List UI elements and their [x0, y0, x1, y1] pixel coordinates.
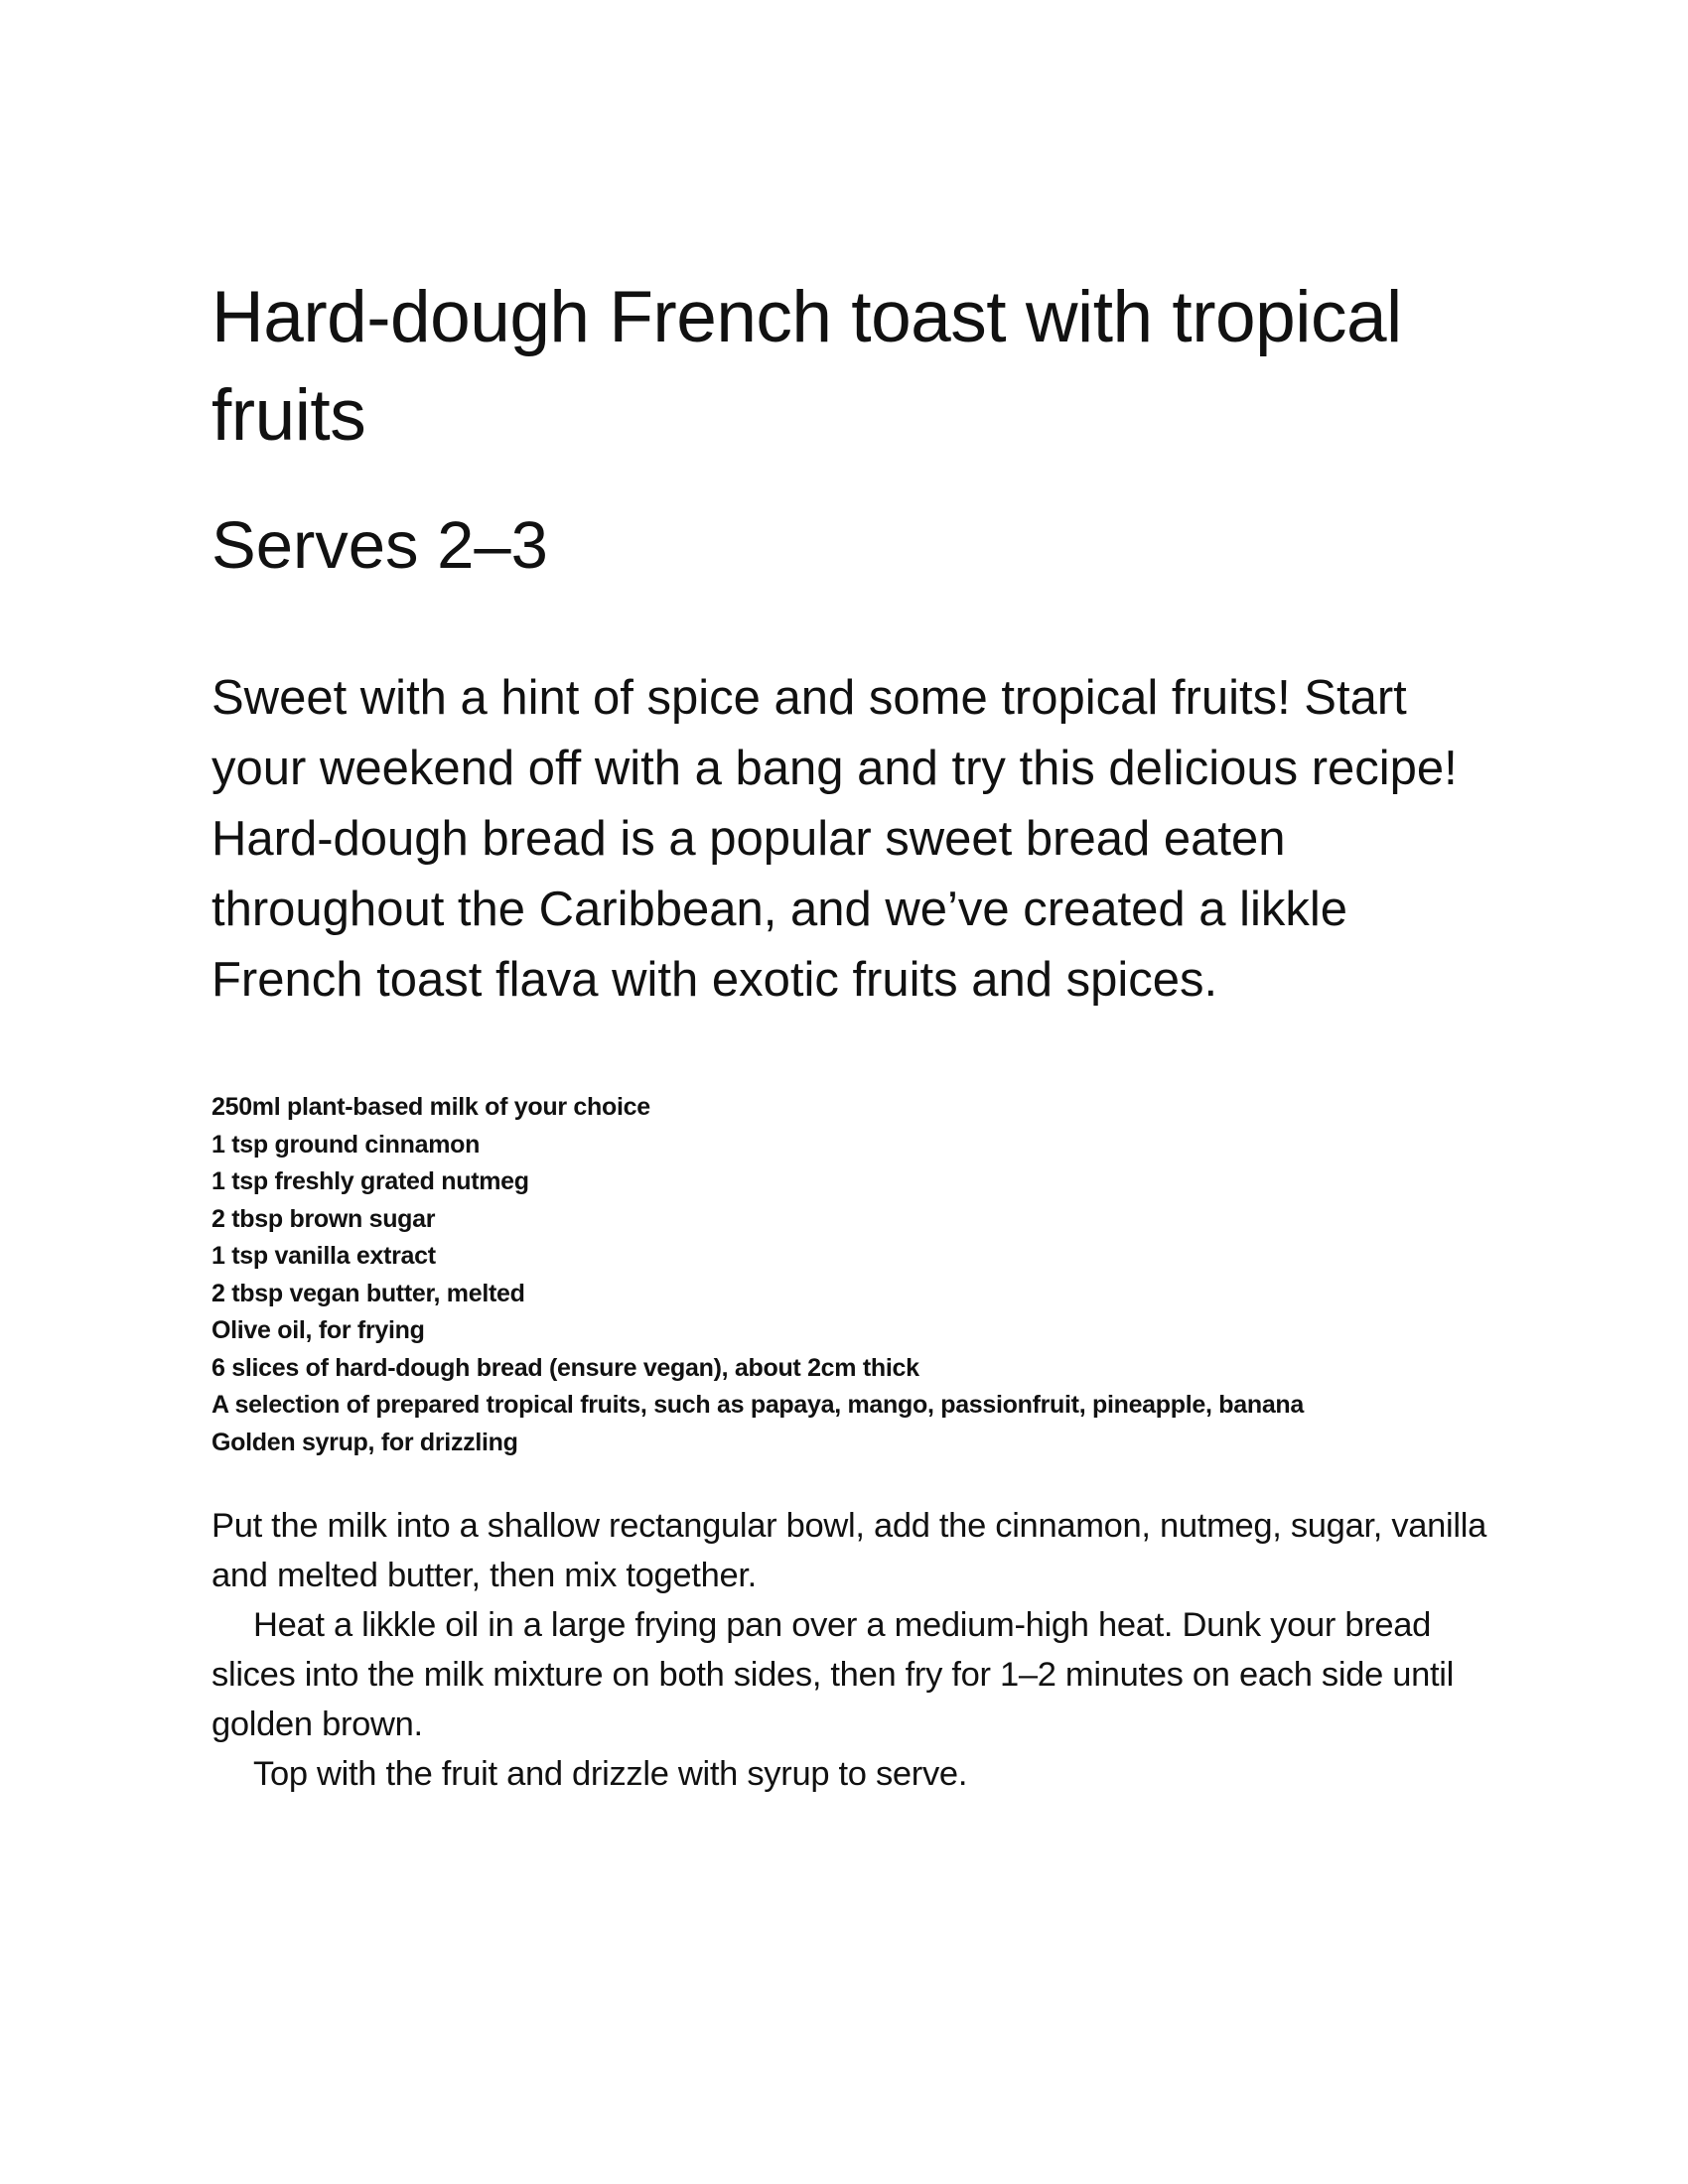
ingredient-item: 6 slices of hard-dough bread (ensure vegan), about 2cm thick — [211, 1353, 919, 1382]
recipe-intro: Sweet with a hint of spice and some tropical fruits! Start your weekend off with a bang and try this delicious recipe! Hard-dough bread is a popular sweet bread eaten throughout the Caribbean, and we’ve created a likkle French toast flava with exotic fruits and spices. — [211, 671, 1458, 1007]
ingredient-item: 2 tbsp vegan butter, melted — [211, 1279, 525, 1307]
recipe-page — [211, 268, 1492, 1799]
ingredient-item: 250ml plant-based milk of your choice — [211, 1093, 650, 1121]
ingredient-item: 2 tbsp brown sugar — [211, 1204, 436, 1233]
ingredient-item: A selection of prepared tropical fruits, such as papaya, mango, passionfruit, pineapple, banana — [211, 1391, 1304, 1419]
recipe-title: Hard-dough French toast with tropical fruits — [211, 277, 1402, 456]
method-step: Top with the fruit and drizzle with syrup to serve. — [253, 1755, 968, 1793]
ingredient-item: Golden syrup, for drizzling — [211, 1428, 518, 1456]
ingredients-list — [211, 1089, 1492, 1461]
ingredient-item: Olive oil, for frying — [211, 1316, 425, 1344]
serves-heading: Serves 2–3 — [211, 508, 548, 583]
method-step: Put the milk into a shallow rectangular bowl, add the cinnamon, nutmeg, sugar, vanilla and melted butter, then mix together. — [211, 1507, 1487, 1594]
ingredient-item: 1 tsp freshly grated nutmeg — [211, 1167, 529, 1195]
method-section — [211, 1501, 1502, 1799]
ingredient-item: 1 tsp vanilla extract — [211, 1242, 436, 1270]
ingredient-item: 1 tsp ground cinnamon — [211, 1130, 481, 1159]
method-step: Heat a likkle oil in a large frying pan over a medium-high heat. Dunk your bread slices into the milk mixture on both sides, then fry for 1–2 minutes on each side until golden brown. — [211, 1606, 1455, 1743]
